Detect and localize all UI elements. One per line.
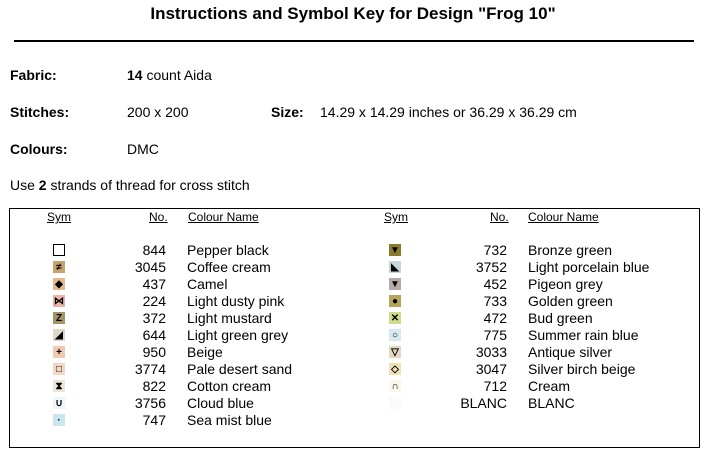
header-no-right: No.: [490, 210, 509, 224]
colour-number-right-4: 472: [483, 310, 507, 326]
colour-number-right-1: 3752: [475, 259, 507, 275]
colour-number-right-6: 3033: [475, 344, 507, 360]
colour-name-left-0: Pepper black: [187, 242, 269, 258]
colour-name-left-10: Sea mist blue: [187, 412, 272, 428]
colour-name-left-9: Cloud blue: [187, 395, 254, 411]
symbol-swatch-right-0: ▼: [390, 245, 400, 256]
colour-number-left-6: 950: [142, 344, 166, 360]
colour-number-left-9: 3756: [134, 395, 166, 411]
symbol-swatch-left-0: [53, 244, 65, 256]
colour-name-left-8: Cotton cream: [187, 378, 272, 394]
colour-name-left-6: Beige: [187, 344, 223, 360]
colour-name-left-1: Coffee cream: [187, 259, 271, 275]
symbol-swatch-left-1: ≠: [53, 261, 65, 273]
symbol-swatch-right-7: ◇: [389, 363, 401, 375]
symbol-swatch-right-8: ∩: [389, 380, 401, 392]
symbol-swatch-right-3: ●: [389, 295, 401, 307]
colour-name-left-5: Light green grey: [187, 327, 289, 343]
colour-name-right-6: Antique silver: [528, 344, 613, 360]
colour-number-left-5: 644: [142, 327, 166, 343]
header-sym-left: Sym: [47, 210, 71, 224]
colour-name-right-5: Summer rain blue: [528, 327, 639, 343]
header-no-left: No.: [149, 210, 168, 224]
symbol-swatch-right-2: ▼: [390, 279, 400, 290]
fabric-text: count Aida: [146, 67, 212, 83]
symbol-swatch-right-1: ◣: [389, 261, 401, 273]
colour-name-left-7: Pale desert sand: [187, 361, 293, 377]
colour-name-right-3: Golden green: [528, 293, 613, 309]
header-sym-right: Sym: [384, 210, 408, 224]
colour-number-right-3: 733: [483, 293, 507, 309]
colour-number-right-2: 452: [483, 276, 507, 292]
page-title: Instructions and Symbol Key for Design "Frog 10": [150, 4, 556, 23]
colours-label: Colours:: [10, 141, 68, 157]
colour-name-left-2: Camel: [187, 276, 228, 292]
instruction-post: strands of thread for cross stitch: [50, 177, 250, 193]
symbol-swatch-right-6: ▽: [389, 346, 401, 358]
colour-number-left-1: 3045: [134, 259, 166, 275]
colours-value: DMC: [127, 141, 159, 157]
size-value: 14.29 x 14.29 inches or 36.29 x 36.29 cm: [320, 104, 577, 120]
symbol-swatch-left-2: ◆: [53, 278, 65, 290]
colour-number-right-5: 775: [483, 327, 507, 343]
colour-name-right-9: BLANC: [528, 395, 575, 411]
colour-name-left-4: Light mustard: [187, 310, 272, 326]
symbol-swatch-left-5: ◢: [53, 329, 65, 341]
title-divider: [14, 40, 694, 42]
header-name-right: Colour Name: [528, 210, 599, 224]
colour-name-right-1: Light porcelain blue: [528, 259, 650, 275]
size-label: Size:: [271, 104, 304, 120]
symbol-swatch-left-9: ∪: [53, 397, 65, 409]
colour-number-left-8: 822: [142, 378, 166, 394]
symbol-swatch-left-8: ⧗: [53, 380, 65, 392]
symbol-swatch-right-5: ○: [389, 329, 401, 341]
symbol-swatch-right-9: [389, 397, 401, 409]
colour-name-left-3: Light dusty pink: [187, 293, 285, 309]
colour-number-right-8: 712: [483, 378, 507, 394]
instruction-count: 2: [38, 177, 47, 193]
colour-number-right-7: 3047: [475, 361, 507, 377]
symbol-swatch-left-10: ·: [53, 414, 65, 426]
symbol-swatch-left-3: ⋈: [54, 296, 64, 307]
fabric-label: Fabric:: [10, 67, 57, 83]
colour-number-left-2: 437: [142, 276, 166, 292]
symbol-swatch-left-4: Z: [53, 312, 65, 324]
colour-name-right-4: Bud green: [528, 310, 593, 326]
colour-number-left-3: 224: [142, 293, 166, 309]
colour-name-right-7: Silver birch beige: [528, 361, 636, 377]
colour-number-left-7: 3774: [134, 361, 166, 377]
symbol-swatch-right-4: ✕: [390, 313, 400, 324]
colour-number-left-0: 844: [142, 242, 166, 258]
header-name-left: Colour Name: [188, 210, 259, 224]
colour-name-right-0: Bronze green: [528, 242, 613, 258]
colour-number-right-0: 732: [483, 242, 507, 258]
instruction-pre: Use: [10, 177, 35, 193]
colour-number-right-9: BLANC: [460, 395, 507, 411]
instruction-line: [10, 177, 250, 193]
colour-number-left-10: 747: [142, 412, 166, 428]
stitches-value: 200 x 200: [127, 104, 189, 120]
fabric-count: 14: [127, 67, 143, 83]
stitches-label: Stitches:: [10, 104, 70, 120]
colour-number-left-4: 372: [142, 310, 166, 326]
symbol-swatch-left-7: □: [53, 363, 65, 375]
symbol-swatch-left-6: +: [53, 346, 65, 358]
colour-name-right-8: Cream: [528, 378, 571, 394]
colour-name-right-2: Pigeon grey: [528, 276, 603, 292]
